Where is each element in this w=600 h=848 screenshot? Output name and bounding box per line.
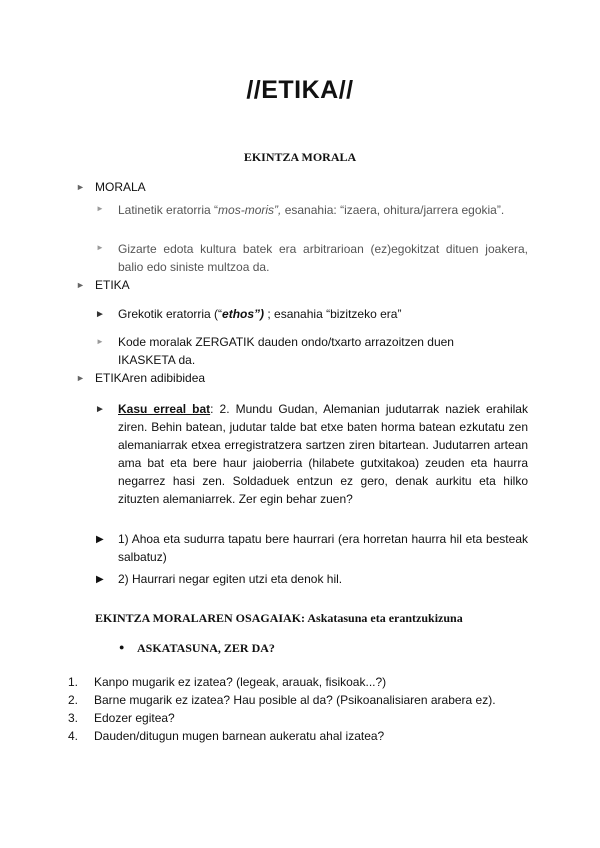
list-item xyxy=(68,727,496,745)
morala-item-1-em: mos-moris”, xyxy=(218,203,282,217)
option-2: 2) Haurrari negar egiten utzi eta denok hil. xyxy=(118,572,343,586)
etika-label: ETIKA xyxy=(95,278,130,292)
section-heading-ekintza-morala: EKINTZA MORALA xyxy=(243,150,357,164)
bullet-icon: ► xyxy=(96,337,104,346)
bullet-icon: ► xyxy=(96,204,104,213)
list-text: Barne mugarik ez izatea? Hau posible al da? (Psikoanalisiaren arabera ez). xyxy=(94,693,496,707)
list-number: 1. xyxy=(68,675,79,689)
morala-item-2: Gizarte edota kultura batek era arbitrarioan (ez)egokitzat dituen joakera, balio edo siniste multzoa da. xyxy=(118,242,528,274)
bullet-icon: ► xyxy=(76,373,85,383)
page-title: //ETIKA// xyxy=(246,76,354,104)
adibidea-label: ETIKAren adibibidea xyxy=(95,371,206,385)
section-heading-osagaiak: EKINTZA MORALAREN OSAGAIAK: Askatasuna eta erantzukizuna xyxy=(95,611,463,625)
arrow-bullet-icon: ▶ xyxy=(96,534,104,545)
list-number: 2. xyxy=(68,693,79,707)
bullet-icon: ► xyxy=(96,243,104,252)
list-item xyxy=(68,673,496,691)
case-paragraph xyxy=(118,400,528,508)
list-item xyxy=(68,709,496,727)
arrow-bullet-icon: ▶ xyxy=(96,574,104,585)
etika-item-1-em: ethos”) xyxy=(222,307,265,321)
morala-item-1 xyxy=(118,201,528,219)
list-text: Edozer egitea? xyxy=(94,711,175,725)
list-number: 3. xyxy=(68,711,79,725)
askatasuna-heading: ASKATASUNA, ZER DA? xyxy=(137,641,275,655)
etika-item-1-pre: Grekotik eratorria (“ xyxy=(118,307,223,321)
morala-item-1-post: esanahia: “izaera, ohitura/jarrera egokia”. xyxy=(281,203,505,217)
etika-item-1 xyxy=(118,305,528,323)
bullet-icon: ► xyxy=(95,404,105,415)
case-text: : 2. Mundu Gudan, Alemanian judutarrak naziek erahilak ziren. Behin batean, judutar talde bat etxe baten horma batean ezkutatu zen alemaniarrak etxea erregistratzera sartzen ziren bitartean. Judutarren artean ama bat eta bere haur jaioberria (hilabete gutxitakoa) zeuden eta haurra negarrez hasi zen. Soldaduek entzun ez gero, denak aurkitu eta hilko zituzten alemaniarrek. Zer egin behar zuen? xyxy=(118,402,528,506)
case-label: Kasu erreal bat xyxy=(118,402,211,416)
bullet-icon: ► xyxy=(76,182,85,192)
morala-label: MORALA xyxy=(95,180,146,194)
list-text: Dauden/ditugun mugen barnean aukeratu ahal izatea? xyxy=(94,729,385,743)
etika-item-1-post: ; esanahia “bizitzeko era” xyxy=(264,307,402,321)
option-1: 1) Ahoa eta sudurra tapatu bere haurrari (era horretan haurra hil eta besteak salbatuz) xyxy=(118,532,528,564)
list-number: 4. xyxy=(68,729,79,743)
etika-item-2: Kode moralak ZERGATIK dauden ondo/txarto arrazoitzen duen IKASKETA da. xyxy=(118,335,454,367)
list-item xyxy=(68,691,496,709)
morala-item-1-pre: Latinetik eratorria “ xyxy=(118,203,219,217)
bullet-icon: ► xyxy=(95,309,105,320)
bullet-icon: ► xyxy=(76,280,85,290)
questions-list xyxy=(68,673,496,745)
list-text: Kanpo mugarik ez izatea? (legeak, arauak, fisikoak...?) xyxy=(94,675,387,689)
dot-bullet-icon: ● xyxy=(119,642,125,652)
